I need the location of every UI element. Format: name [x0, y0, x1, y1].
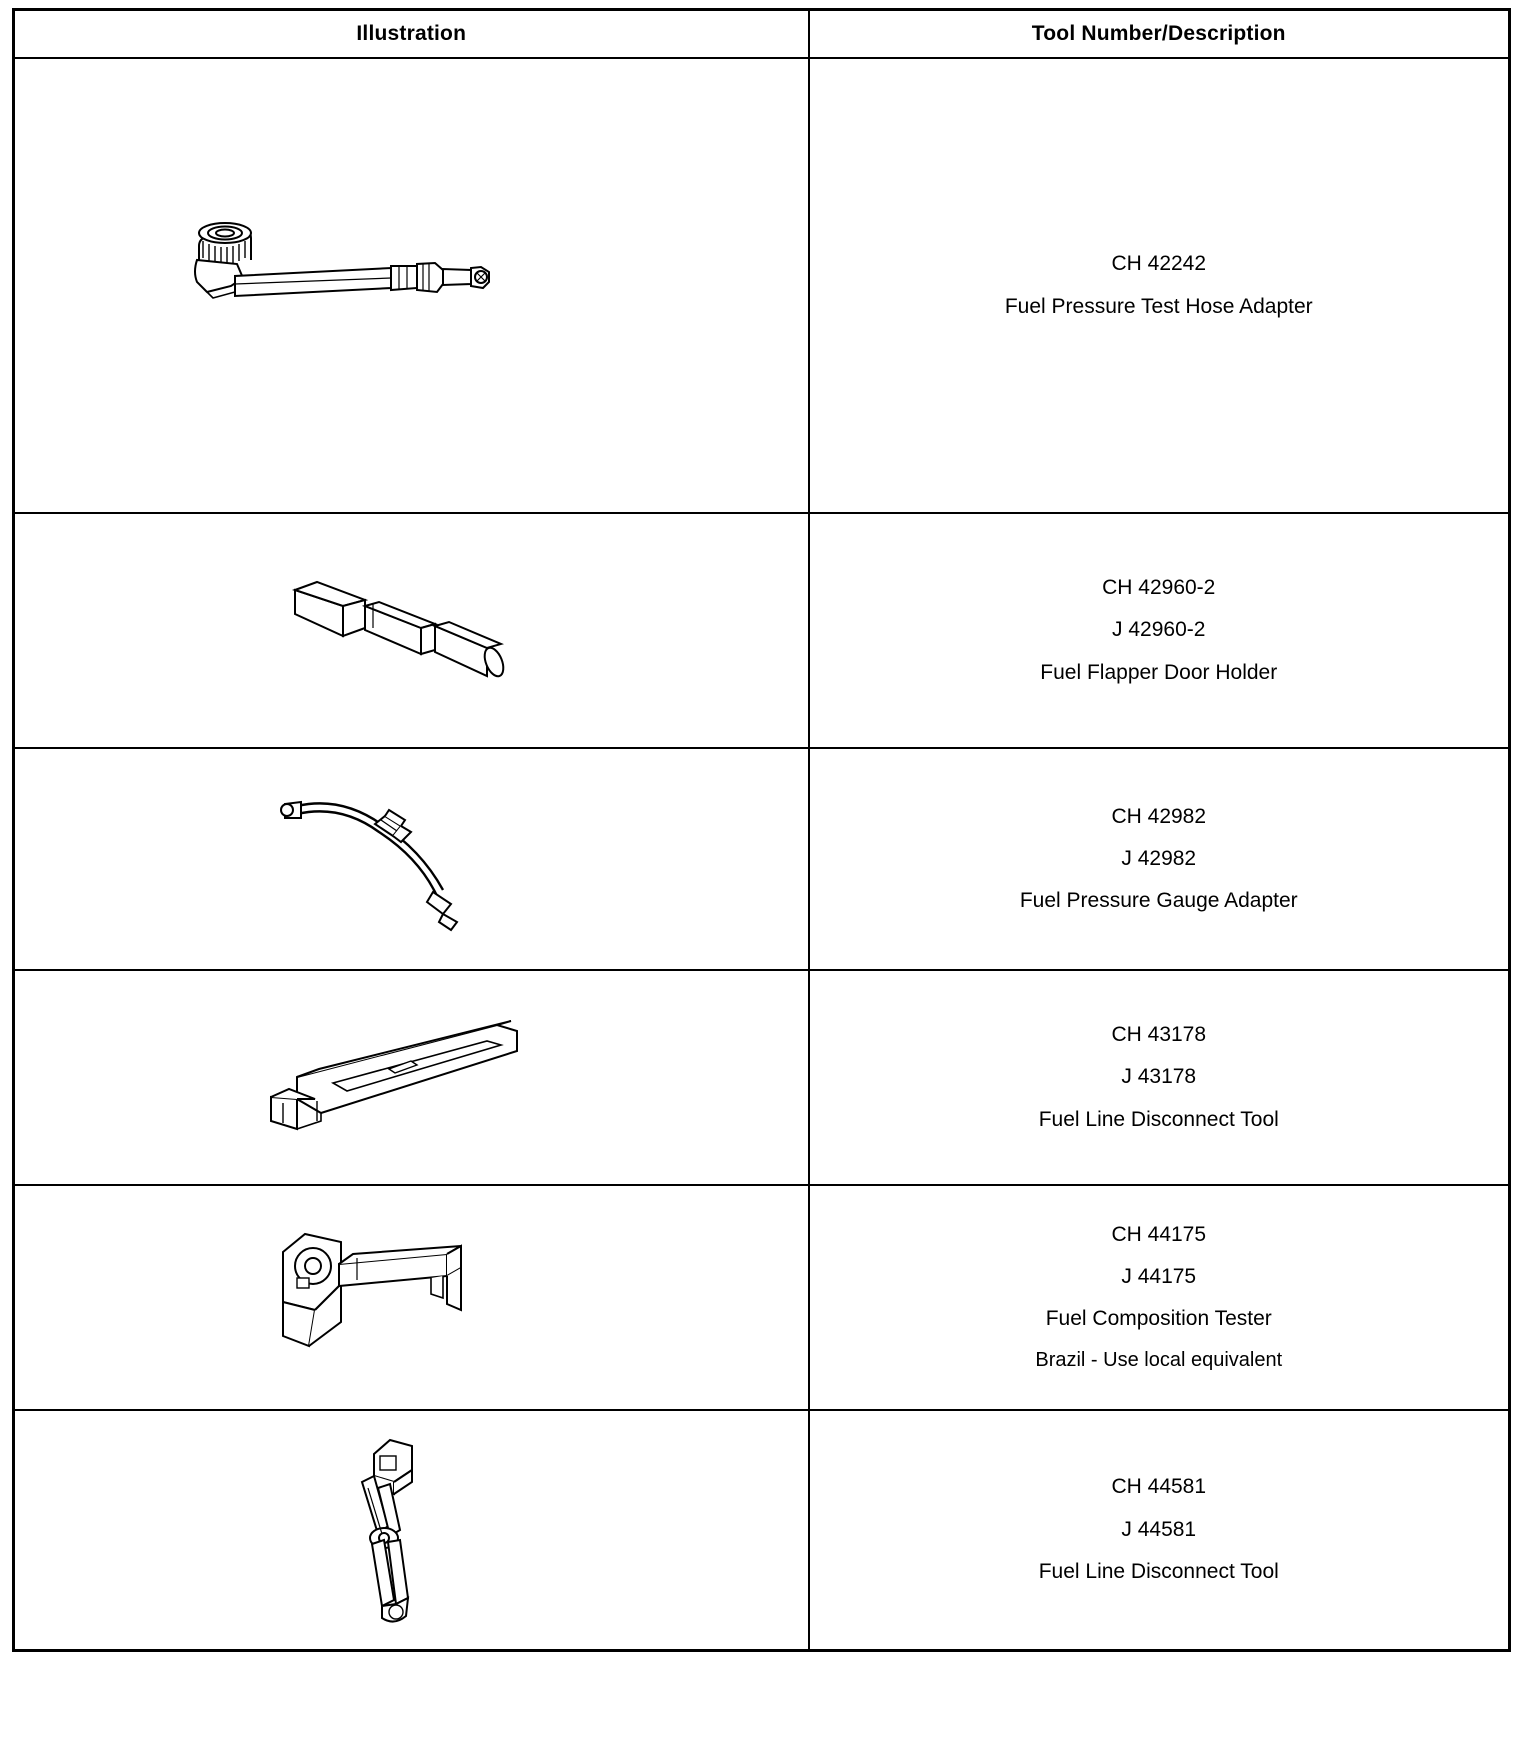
fuel-flapper-door-holder-illustration	[15, 556, 808, 706]
description-cell	[809, 1185, 1510, 1410]
table-row	[14, 748, 1510, 970]
tool-number-ch: CH 44175	[1111, 1222, 1207, 1246]
fuel-line-disconnect-tool-43178-illustration	[15, 1003, 808, 1153]
illustration-cell	[14, 58, 809, 513]
tool-number-j: J 44175	[1121, 1264, 1197, 1288]
table-row	[14, 58, 1510, 513]
table-row	[14, 1185, 1510, 1410]
tool-number-ch: CH 42982	[1111, 804, 1207, 828]
illustration-cell	[14, 1185, 809, 1410]
description-cell	[809, 58, 1510, 513]
illustration-cell	[14, 1410, 809, 1650]
tool-description: Fuel Line Disconnect Tool	[1038, 1559, 1279, 1583]
tool-description: Fuel Line Disconnect Tool	[1038, 1107, 1279, 1131]
tool-number-j: J 44581	[1121, 1517, 1197, 1541]
description-cell	[809, 970, 1510, 1185]
tool-number-j: J 42960-2	[1112, 618, 1206, 642]
fuel-pressure-test-hose-adapter-illustration	[15, 206, 808, 366]
description-cell	[809, 748, 1510, 970]
tool-number-ch: CH 44581	[1111, 1475, 1207, 1499]
table-row	[14, 513, 1510, 748]
tool-description: Fuel Pressure Gauge Adapter	[1019, 889, 1298, 913]
column-header-illustration: Illustration	[14, 10, 809, 59]
column-header-description: Tool Number/Description	[809, 10, 1510, 59]
tool-number-ch: CH 42960-2	[1102, 576, 1216, 600]
illustration-cell	[14, 970, 809, 1185]
illustration-cell	[14, 748, 809, 970]
illustration-cell	[14, 513, 809, 748]
tool-number-j: J 43178	[1121, 1065, 1197, 1089]
fuel-line-disconnect-tool-44581-illustration	[15, 1430, 808, 1630]
tool-number: CH 42242	[1111, 252, 1207, 276]
tool-number-j: J 42982	[1121, 846, 1197, 870]
tool-number-ch: CH 43178	[1111, 1023, 1207, 1047]
fuel-pressure-gauge-adapter-illustration	[15, 784, 808, 934]
table-row	[14, 970, 1510, 1185]
tool-note: Brazil - Use local equivalent	[1035, 1349, 1283, 1372]
fuel-composition-tester-illustration	[15, 1218, 808, 1378]
special-tools-table	[12, 8, 1511, 1652]
table-row	[14, 1410, 1510, 1650]
tool-description: Fuel Pressure Test Hose Adapter	[1004, 294, 1313, 318]
tool-description: Fuel Composition Tester	[1045, 1307, 1272, 1331]
description-cell	[809, 513, 1510, 748]
description-cell	[809, 1410, 1510, 1650]
tool-description: Fuel Flapper Door Holder	[1040, 660, 1278, 684]
table-header-row	[14, 10, 1510, 59]
